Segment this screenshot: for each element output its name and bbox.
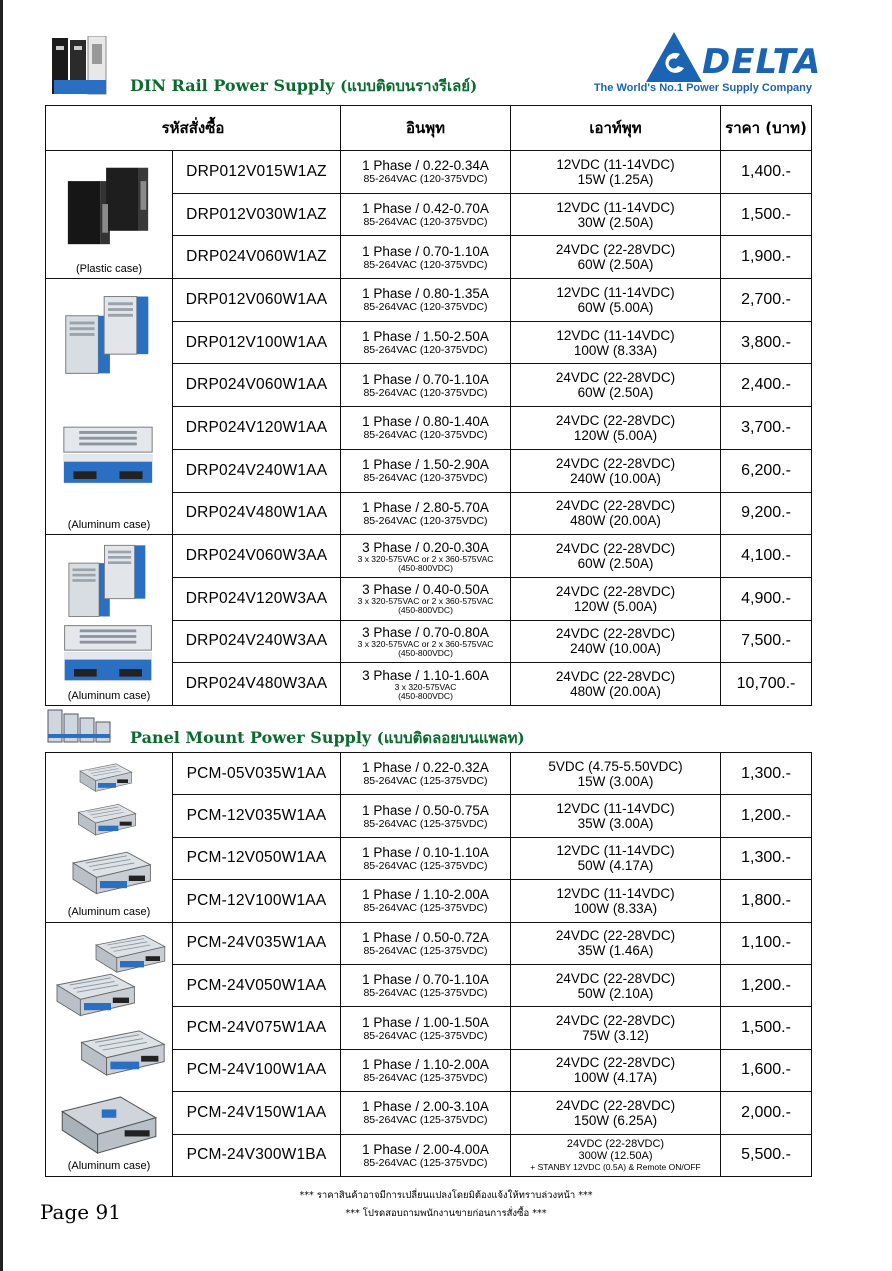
output-power: 480W (20.00A) [570,684,661,700]
input-phase: 1 Phase / 1.50-2.90A [362,457,489,473]
product-image [60,162,156,253]
product-image [74,759,134,800]
price: 1,500.- [721,193,812,236]
output-voltage: 24VDC (22-28VDC) [555,242,676,258]
input-dc-range: (450-800VDC) [398,562,453,573]
input-voltage: 85-264VAC (125-375VDC) [363,902,488,915]
table-row [46,535,812,578]
order-code: PCM-12V100W1AA [173,880,341,922]
input-cell [341,193,511,236]
delta-wordmark: DELTA [702,42,822,82]
output-voltage: 24VDC (22-28VDC) [555,626,676,642]
input-phase: 3 Phase / 0.40-0.50A [362,582,489,598]
input-voltage: 85-264VAC (125-375VDC) [363,1071,488,1084]
output-cell [511,535,721,578]
output-voltage: 24VDC (22-28VDC) [555,583,676,599]
case-type-label: (Plastic case) [75,262,143,275]
input-cell [341,1049,511,1091]
output-cell [511,1134,721,1176]
input-voltage: 85-264VAC (125-375VDC) [363,1114,488,1127]
order-code: DRP024V060W1AZ [173,236,341,279]
input-cell [341,1092,511,1134]
input-dc-range: (450-800VDC) [398,605,453,616]
product-image [56,1091,160,1162]
output-cell [511,279,721,322]
output-power: 15W (3.00A) [577,773,654,789]
output-cell [511,449,721,492]
output-cell [511,492,721,535]
order-code: DRP012V030W1AZ [173,193,341,236]
price: 1,600.- [721,1049,812,1091]
output-voltage: 24VDC (22-28VDC) [555,1097,676,1113]
panel-section-title: Panel Mount Power Supply [130,728,372,747]
input-voltage: 85-264VAC (120-375VDC) [363,301,488,314]
product-image-cell [46,151,173,279]
output-voltage: 12VDC (11-14VDC) [556,199,675,215]
output-power: 120W (5.00A) [573,598,658,614]
output-voltage: 24VDC (22-28VDC) [555,498,676,514]
header-input: อินพุท [341,106,511,151]
din-section-header [46,36,477,98]
output-power: 100W (8.33A) [573,900,658,916]
input-phase: 3 Phase / 1.10-1.60A [362,667,489,683]
din-section-title: DIN Rail Power Supply [130,76,335,95]
din-rail-table [45,105,812,706]
price: 3,700.- [721,407,812,450]
price: 3,800.- [721,321,812,364]
input-voltage: 3 x 320-575VAC or 2 x 360-575VAC [357,596,494,607]
input-cell [341,837,511,879]
order-code: DRP024V120W3AA [173,577,341,620]
input-voltage: 85-264VAC (120-375VDC) [363,258,488,271]
output-voltage: 12VDC (11-14VDC) [556,801,675,817]
panel-thumbnail-image [46,708,116,744]
input-voltage: 85-264VAC (120-375VDC) [363,472,488,485]
input-voltage: 85-264VAC (120-375VDC) [363,429,488,442]
input-voltage: 85-264VAC (125-375VDC) [363,1156,488,1169]
input-cell [341,577,511,620]
output-voltage: 12VDC (11-14VDC) [556,843,675,859]
output-voltage: 24VDC (22-28VDC) [555,928,676,944]
input-voltage: 3 x 320-575VAC or 2 x 360-575VAC [357,638,494,649]
output-power: 60W (2.50A) [577,385,654,401]
price: 1,300.- [721,753,812,795]
output-voltage: 24VDC (22-28VDC) [555,1013,676,1029]
input-cell [341,1134,511,1176]
input-cell [341,151,511,194]
price: 10,700.- [721,663,812,706]
output-cell [511,1007,721,1049]
product-image [48,967,138,1026]
input-voltage: 85-264VAC (125-375VDC) [363,987,488,1000]
input-voltage: 85-264VAC (125-375VDC) [363,775,488,788]
order-code: PCM-12V035W1AA [173,795,341,837]
input-phase: 1 Phase / 0.80-1.40A [362,414,489,430]
input-phase: 1 Phase / 1.50-2.50A [362,329,489,345]
table-row [46,753,812,795]
case-type-label: (Aluminum case) [67,1160,151,1173]
output-voltage: 12VDC (11-14VDC) [556,284,675,300]
panel-section-header [46,708,525,747]
output-power: 300W (12.50A) [578,1150,653,1163]
order-code: PCM-05V035W1AA [173,753,341,795]
product-image-cell [46,753,173,923]
output-voltage: 24VDC (22-28VDC) [555,541,676,557]
input-voltage: 85-264VAC (120-375VDC) [363,173,488,186]
price: 2,400.- [721,364,812,407]
input-cell [341,663,511,706]
output-power: 50W (4.17A) [577,858,654,874]
output-cell [511,236,721,279]
input-phase: 1 Phase / 0.22-0.34A [362,158,489,174]
price: 1,800.- [721,880,812,922]
input-phase: 1 Phase / 0.50-0.75A [362,802,489,818]
product-image [60,420,156,495]
input-cell [341,620,511,663]
input-voltage: 85-264VAC (125-375VDC) [363,859,488,872]
output-power: 480W (20.00A) [570,513,661,529]
order-code: DRP024V480W1AA [173,492,341,535]
output-voltage: 24VDC (22-28VDC) [555,455,676,471]
footer-note-contact-sales: *** โปรดสอบถามพนักงานขายก่อนการสั่งซื้อ *** [345,1208,547,1219]
panel-section-title-thai: (แบบติดลอยบนแพลท) [376,729,525,747]
input-phase: 1 Phase / 0.70-1.10A [362,371,489,387]
product-image-cell [46,922,173,1176]
output-cell [511,321,721,364]
footer-note-price-change: *** ราคาสินค้าอาจมีการเปลี่ยนแปลงโดยมิต้องแจ้งให้ทราบล่วงหน้า *** [299,1190,593,1201]
input-voltage: 85-264VAC (120-375VDC) [363,344,488,357]
output-cell [511,922,721,964]
input-voltage: 85-264VAC (120-375VDC) [363,216,488,229]
input-phase: 1 Phase / 0.10-1.10A [362,844,489,860]
product-image [60,540,156,625]
output-voltage: 24VDC (22-28VDC) [555,970,676,986]
price: 1,200.- [721,795,812,837]
product-image [64,845,154,904]
price: 7,500.- [721,620,812,663]
product-image [60,290,156,383]
output-voltage: 12VDC (11-14VDC) [556,885,675,901]
header-price: ราคา (บาท) [721,106,812,151]
input-phase: 1 Phase / 0.70-1.10A [362,243,489,259]
input-phase: 1 Phase / 1.00-1.50A [362,1014,489,1030]
input-phase: 1 Phase / 2.00-3.10A [362,1099,489,1115]
order-code: PCM-12V050W1AA [173,837,341,879]
order-code: DRP012V015W1AZ [173,151,341,194]
output-voltage: 12VDC (11-14VDC) [556,156,675,172]
product-image [70,799,140,844]
output-voltage: 12VDC (11-14VDC) [556,327,675,343]
output-cell [511,837,721,879]
order-code: DRP024V480W3AA [173,663,341,706]
price: 4,100.- [721,535,812,578]
output-power: 35W (3.00A) [577,816,654,832]
header-code: รหัสสั่งซื้อ [46,106,341,151]
order-code: DRP012V100W1AA [173,321,341,364]
output-power: 75W (3.12) [582,1028,649,1044]
order-code: PCM-24V300W1BA [173,1134,341,1176]
table-row [46,922,812,964]
order-code: PCM-24V035W1AA [173,922,341,964]
input-phase: 3 Phase / 0.70-0.80A [362,624,489,640]
output-voltage: 24VDC (22-28VDC) [555,412,676,428]
price: 6,200.- [721,449,812,492]
output-power: 30W (2.50A) [577,214,654,230]
din-section-title-thai: (แบบติดบนรางรีเลย์) [340,77,478,95]
output-power: 15W (1.25A) [577,171,654,187]
output-cell [511,753,721,795]
product-image [72,1023,168,1086]
input-voltage: 3 x 320-575VAC or 2 x 360-575VAC [357,553,494,564]
panel-mount-table [45,752,812,1177]
order-code: PCM-24V100W1AA [173,1049,341,1091]
price: 9,200.- [721,492,812,535]
input-phase: 1 Phase / 0.70-1.10A [362,972,489,988]
output-cell [511,795,721,837]
case-type-label: (Aluminum case) [67,518,151,531]
input-voltage: 85-264VAC (125-375VDC) [363,944,488,957]
product-image-cell [46,279,173,535]
input-cell [341,279,511,322]
input-voltage: 3 x 320-575VAC [394,681,457,692]
din-thumbnail-image [46,36,108,98]
input-phase: 1 Phase / 0.80-1.35A [362,286,489,302]
input-cell [341,321,511,364]
input-phase: 1 Phase / 2.80-5.70A [362,499,489,515]
input-cell [341,795,511,837]
price: 1,100.- [721,922,812,964]
input-voltage: 85-264VAC (120-375VDC) [363,514,488,527]
case-type-label: (Aluminum case) [67,689,151,702]
output-voltage: 24VDC (22-28VDC) [555,370,676,386]
product-image [60,620,156,691]
input-cell [341,753,511,795]
order-code: DRP024V240W1AA [173,449,341,492]
output-cell [511,193,721,236]
output-cell [511,407,721,450]
order-code: DRP024V120W1AA [173,407,341,450]
input-cell [341,964,511,1006]
order-code: DRP024V060W1AA [173,364,341,407]
price: 1,900.- [721,236,812,279]
input-cell [341,449,511,492]
input-cell [341,922,511,964]
input-cell [341,535,511,578]
input-phase: 1 Phase / 0.22-0.32A [362,760,489,776]
output-cell [511,964,721,1006]
order-code: DRP024V240W3AA [173,620,341,663]
input-dc-range: (450-800VDC) [398,647,453,658]
order-code: PCM-24V075W1AA [173,1007,341,1049]
output-power: 60W (2.50A) [577,257,654,273]
input-cell [341,236,511,279]
output-voltage: 24VDC (22-28VDC) [566,1138,665,1151]
output-voltage: 24VDC (22-28VDC) [555,1055,676,1071]
page-edge-rule [0,0,3,1271]
price: 1,200.- [721,964,812,1006]
page-number: Page 91 [40,1200,121,1224]
output-power: 50W (2.10A) [577,985,654,1001]
output-power: 100W (8.33A) [573,342,658,358]
input-cell [341,880,511,922]
order-code: PCM-24V150W1AA [173,1092,341,1134]
output-power: 240W (10.00A) [570,641,661,657]
order-code: PCM-24V050W1AA [173,964,341,1006]
output-power: 150W (6.25A) [573,1112,658,1128]
delta-tagline: The World's No.1 Power Supply Company [593,82,812,94]
input-voltage: 85-264VAC (120-375VDC) [363,386,488,399]
output-extra: + STANBY 12VDC (0.5A) & Remote ON/OFF [530,1162,701,1173]
order-code: DRP024V060W3AA [173,535,341,578]
output-cell [511,1049,721,1091]
price: 5,500.- [721,1134,812,1176]
output-cell [511,880,721,922]
input-phase: 3 Phase / 0.20-0.30A [362,539,489,555]
price: 2,000.- [721,1092,812,1134]
header-output: เอาท์พุท [511,106,721,151]
case-type-label: (Aluminum case) [67,906,151,919]
input-cell [341,1007,511,1049]
input-cell [341,407,511,450]
output-power: 120W (5.00A) [573,427,658,443]
input-phase: 1 Phase / 0.42-0.70A [362,201,489,217]
order-code: DRP012V060W1AA [173,279,341,322]
table-row [46,279,812,322]
output-power: 35W (1.46A) [577,943,654,959]
output-voltage: 5VDC (4.75-5.50VDC) [548,758,683,774]
output-voltage: 24VDC (22-28VDC) [555,669,676,685]
price: 1,400.- [721,151,812,194]
delta-triangle-icon [646,32,702,82]
input-phase: 1 Phase / 2.00-4.00A [362,1141,489,1157]
output-power: 60W (2.50A) [577,556,654,572]
input-phase: 1 Phase / 1.10-2.00A [362,1056,489,1072]
table-row [46,151,812,194]
price: 2,700.- [721,279,812,322]
din-table-header-row [46,106,812,151]
input-dc-range: (450-800VDC) [398,690,453,701]
output-cell [511,151,721,194]
price: 1,300.- [721,837,812,879]
input-cell [341,492,511,535]
input-phase: 1 Phase / 1.10-2.00A [362,887,489,903]
output-power: 60W (5.00A) [577,299,654,315]
delta-logo [584,30,822,100]
price: 1,500.- [721,1007,812,1049]
output-power: 100W (4.17A) [573,1070,658,1086]
output-cell [511,663,721,706]
output-cell [511,1092,721,1134]
output-cell [511,577,721,620]
output-cell [511,620,721,663]
price: 4,900.- [721,577,812,620]
input-cell [341,364,511,407]
input-voltage: 85-264VAC (125-375VDC) [363,817,488,830]
output-cell [511,364,721,407]
output-power: 240W (10.00A) [570,470,661,486]
input-voltage: 85-264VAC (125-375VDC) [363,1029,488,1042]
input-phase: 1 Phase / 0.50-0.72A [362,929,489,945]
product-image-cell [46,535,173,706]
